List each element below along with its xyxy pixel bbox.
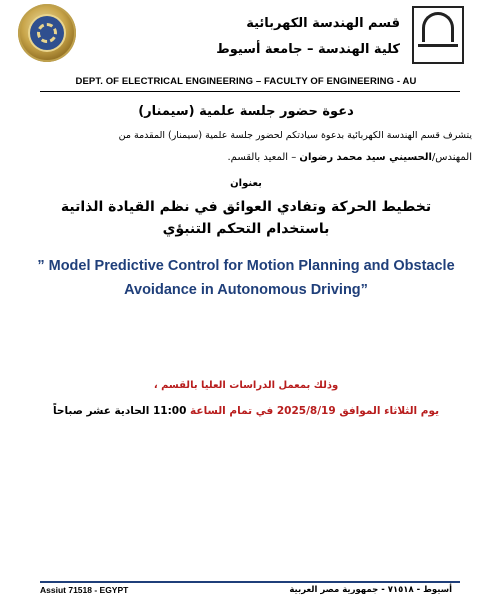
footer-address-en: Assiut 71518 - EGYPT (40, 585, 129, 595)
time-prefix: في تمام الساعة (186, 405, 277, 417)
faculty-seal-icon (18, 4, 76, 62)
venue-line: وذلك بمعمل الدراسات العليا بالقسم ، (153, 380, 339, 391)
time-suffix: الحادية عشر صباحاً (52, 405, 153, 417)
presenter-line (12, 152, 472, 163)
invitation-title: دعوة حضور جلسة علمية (سيمنار) (138, 104, 354, 119)
presenter-name: الحسيني سيد محمد رضوان (299, 152, 432, 163)
department-name-en: DEPT. OF ELECTRICAL ENGINEERING – FACULTY OF ENGINEERING - AU (75, 76, 417, 87)
faculty-university-ar: كلية الهندسة – جامعة أسيوط (216, 42, 400, 57)
footer-divider (40, 581, 460, 583)
seminar-title-ar: تخطيط الحركة وتفادي العوائق في نظم القيادة الذاتية باستخدام التحكم التنبؤي (60, 199, 432, 237)
invitation-intro-line: يتشرف قسم الهندسة الكهربائية بدعوة سيادتكم لحضور جلسة علمية (سيمنار) المقدمة من (118, 130, 472, 141)
presenter-prefix: المهندس/ (431, 152, 472, 163)
event-day-date: يوم الثلاثاء الموافق 2025/8/19 (276, 405, 440, 417)
department-name-ar: قسم الهندسة الكهربائية (246, 16, 400, 31)
date-time-line (0, 405, 492, 417)
event-time: 11:00 (152, 405, 187, 417)
university-emblem-icon (412, 6, 464, 64)
titled-label: بعنوان (230, 178, 262, 189)
seminar-title-en: ” Model Predictive Control for Motion Planning and Obstacle Avoidance in Autonomous Driving” (37, 258, 455, 298)
footer-address-ar: أسيوط - ٧١٥١٨ - جمهورية مصر العربية (289, 585, 452, 595)
header-divider (40, 91, 460, 92)
presenter-suffix: – المعيد بالقسم. (227, 152, 300, 163)
